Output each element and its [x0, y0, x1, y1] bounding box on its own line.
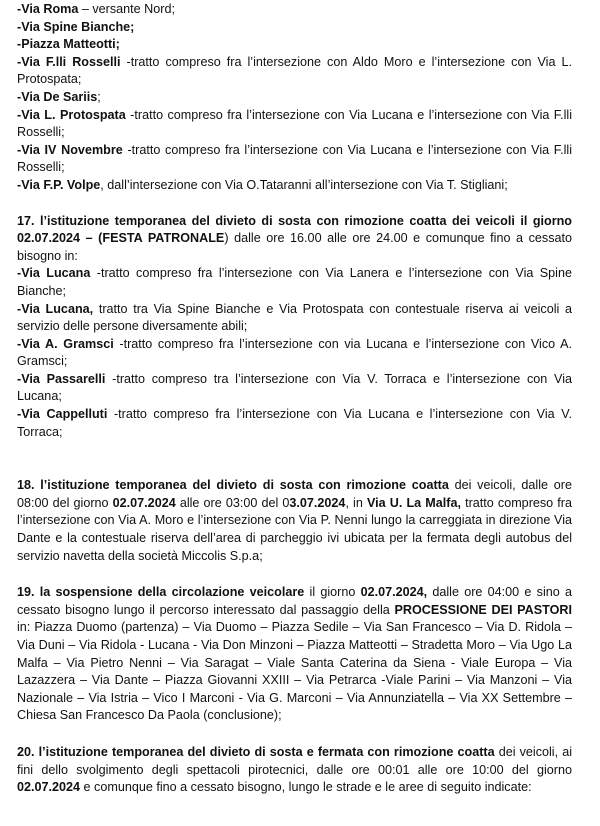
list-item: -Via F.lli Rosselli -tratto compreso fra l’intersezione con Aldo Moro e l’intersezione con Via L. Protospata;	[17, 54, 572, 87]
paragraph-18: 18. l’istituzione temporanea del divieto di sosta con rimozione coatta dei veicoli, dalle ore 08:00 del giorno 02.07.2024 alle ore 03:00 del 03.07.2024, in Via U. La Malfa, tratto compreso fra l’intersezione con Via A. Moro e l’intersezione con Via P. Nenni lungo la carreggiata in direzione Via Dante e la contestuale riserva dell’area di parcheggio ivi ubicata per la fermata degli autobus del servizio navetta della società Miccolis S.p.a;	[17, 478, 572, 563]
list-item: -Via Lucana -tratto compreso fra l’intersezione con Via Lanera e l’intersezione con Via Spine Bianche;	[17, 266, 572, 298]
list-item: -Via F.P. Volpe, dall’intersezione con Via O.Tataranni all’intersezione con Via T. Stigliani;	[17, 177, 508, 192]
list-item: -Via Roma – versante Nord;	[17, 2, 175, 16]
list-item: -Via De Sariis;	[17, 89, 101, 104]
list-item: -Via L. Protospata -tratto compreso fra l’intersezione con Via Lucana e l’intersezione con Via F.lli Rosselli;	[17, 107, 572, 140]
paragraph-20: 20. l’istituzione temporanea del divieto di sosta e fermata con rimozione coatta dei veicoli, ai fini dello svolgimento degli spettacoli pirotecnici, dalle ore 00:01 alle ore 10:00 del giorno 02.07.2024 e comunque fino a cessato bisogno, lungo le strade e le aree di seguito indicate:	[17, 744, 572, 795]
list-item: -Via A. Gramsci -tratto compreso fra l’intersezione con via Lucana e l’intersezione con Vico A. Gramsci;	[17, 336, 572, 369]
list-item: -Via Spine Bianche;	[17, 19, 135, 34]
list-item: -Via Cappelluti -tratto compreso fra l’intersezione con Via Lucana e l’intersezione con Via V. Torraca;	[17, 407, 572, 439]
paragraph-17: 17. l’istituzione temporanea del divieto di sosta con rimozione coatta dei veicoli il giorno 02.07.2024 – (FESTA PATRONALE) dalle ore 16.00 alle ore 24.00 e comunque fino a cessato bisogno in:	[17, 213, 573, 263]
paragraph-19: 19. la sospensione della circolazione veicolare il giorno 02.07.2024, dalle ore 04:00 e sino a cessato bisogno lungo il percorso interessato dal passaggio della PROCESSIONE DEI PASTORI in: Piazza Duomo (partenza) – Via Duomo – Piazza Sedile – Via San Francesco – Via D. Ridola – Via Duni – Via Ridola - Lucana - Via Don Minzoni – Piazza Matteotti – Stradetta Moro – Via Ugo La Malfa – Via Pietro Nenni – Via Saragat – Viale Santa Caterina da Siena - Viale Europa – Via Lazazzera – Via Dante – Piazza Giovanni XXIII – Via Petrarca -Viale Parini – Via Manzoni – Via Nazionale – Via Istria – Vico I Marconi - Via G. Marconi – Via Annunziatella – Via XX Settembre – Chiesa San Francesco Da Paola (conclusione);	[17, 585, 572, 723]
list-top	[17, 0, 572, 195]
list-item: -Via IV Novembre -tratto compreso fra l’intersezione con Via Lucana e l’intersezione con Via F.lli Rosselli;	[17, 142, 572, 175]
list-item: -Via Lucana, tratto tra Via Spine Bianche e Via Protospata con contestuale riserva ai veicoli a servizio delle persone diversamente abili;	[17, 301, 572, 334]
list-item: -Piazza Matteotti;	[17, 37, 120, 52]
list-item: -Via Passarelli -tratto compreso tra l’intersezione con Via V. Torraca e l’intersezione con Via Lucana;	[17, 371, 572, 404]
list-17	[17, 265, 572, 441]
